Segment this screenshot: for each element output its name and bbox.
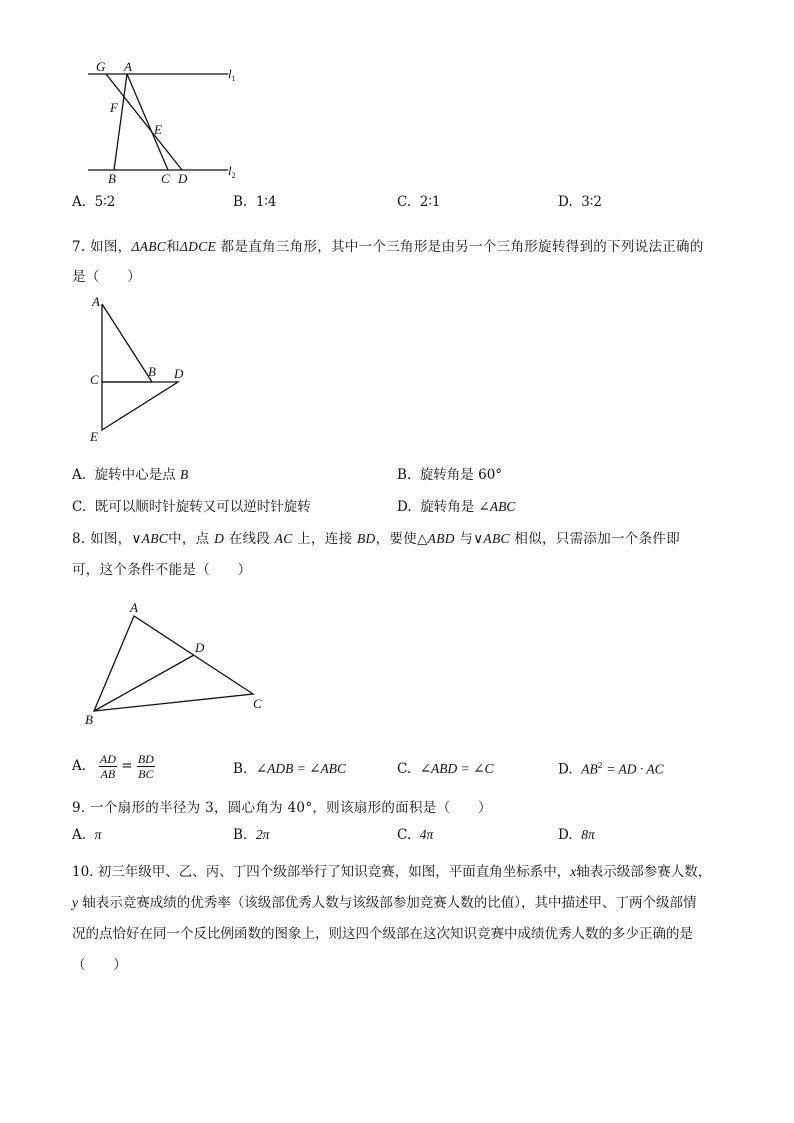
q9-option-c[interactable]: C. 4π bbox=[397, 827, 434, 843]
q7-option-a[interactable]: A. 旋转中心是点 B bbox=[72, 467, 189, 483]
segment-gd bbox=[106, 74, 182, 170]
q9-stem: 9. 一个扇形的半径为 3，圆心角为 40°，则该扇形的面积是（ ） bbox=[72, 800, 492, 816]
q8-option-a[interactable]: A. $\frac{AD}{AB}$ = $\frac{BD}{BC}$ bbox=[72, 752, 154, 781]
label-e: E bbox=[90, 429, 98, 444]
q8-stem-line2: 可，这个条件不能是（ ） bbox=[72, 562, 252, 578]
q8-figure bbox=[80, 598, 270, 728]
label-a: A bbox=[124, 59, 132, 74]
triangle-abc bbox=[102, 304, 152, 382]
label-l2: $l_2$ bbox=[228, 163, 236, 180]
q10-stem-line4: （ ） bbox=[72, 957, 128, 973]
triangle-abc bbox=[94, 616, 253, 711]
label-d: D bbox=[178, 171, 188, 186]
q7-stem-line2: 是（ ） bbox=[72, 269, 141, 285]
q7-option-c[interactable]: C. 既可以顺时针旋转又可以逆时针旋转 bbox=[72, 499, 311, 515]
q10-stem-line2: y 轴表示竞赛成绩的优秀率（该级部优秀人数与该级部参加竞赛人数的比值），其中描述甲、丁两个级部情 bbox=[72, 895, 697, 911]
q9-option-d[interactable]: D. 8π bbox=[558, 827, 595, 843]
fraction-ad-ab: $\frac{AD}{AB}$ bbox=[99, 752, 116, 781]
q6-option-d[interactable]: D. 3∶2 bbox=[558, 194, 602, 210]
q10-stem-line3: 况的点恰好在同一个反比例函数的图象上，则这四个级部在这次知识竞赛中成绩优秀人数的多少正确的是 bbox=[72, 926, 693, 942]
label-d: D bbox=[174, 366, 184, 381]
triangle-dce bbox=[102, 382, 178, 430]
q7-figure bbox=[84, 292, 204, 444]
label-b: B bbox=[108, 171, 116, 186]
label-a: A bbox=[92, 294, 100, 309]
fraction-bd-bc: $\frac{BD}{BC}$ bbox=[137, 752, 154, 781]
q8-option-c[interactable]: C. ∠ABD = ∠C bbox=[397, 761, 494, 777]
q8-stem-line1: 8. 如图，∨ABC中，点 D 在线段 AC 上，连接 BD，要使△ABD 与∨ABC 相似，只需添加一个条件即 bbox=[72, 531, 680, 547]
q6-option-b[interactable]: B. 1∶4 bbox=[233, 194, 277, 210]
q7-option-b[interactable]: B. 旋转角是 60° bbox=[397, 467, 503, 483]
q7-option-d[interactable]: D. 旋转角是 ∠ABC bbox=[397, 499, 516, 515]
q6-figure bbox=[78, 58, 258, 188]
label-b: B bbox=[85, 712, 93, 727]
segment-ab bbox=[114, 74, 127, 170]
label-g: G bbox=[96, 59, 106, 74]
q6-option-c[interactable]: C. 2∶1 bbox=[397, 194, 441, 210]
q8-option-d[interactable]: D. $AB^2$ = AD · AC bbox=[558, 761, 664, 778]
q10-stem-line1: 10. 初三年级甲、乙、丙、丁四个级部举行了知识竞赛，如图，平面直角坐标系中，x轴表示级部参赛人数， bbox=[72, 864, 712, 880]
label-l1: $l_1$ bbox=[228, 66, 236, 83]
segment-bd bbox=[94, 655, 194, 711]
label-e: E bbox=[154, 122, 162, 137]
label-b: B bbox=[148, 364, 156, 379]
q6-option-a[interactable]: A. 5∶2 bbox=[72, 194, 116, 210]
q7-stem-line1: 7. 如图，ΔABC和ΔDCE 都是直角三角形，其中一个三角形是由另一个三角形旋转得到的下列说法正确的 bbox=[72, 239, 704, 255]
q9-option-b[interactable]: B. 2π bbox=[233, 827, 270, 843]
q8-option-b[interactable]: B. ∠ADB = ∠ABC bbox=[233, 761, 347, 777]
label-c: C bbox=[161, 171, 170, 186]
label-c: C bbox=[90, 372, 99, 387]
label-c: C bbox=[253, 696, 262, 711]
label-a: A bbox=[130, 600, 138, 615]
q9-option-a[interactable]: A. π bbox=[72, 827, 102, 843]
label-d: D bbox=[195, 640, 205, 655]
label-f: F bbox=[110, 100, 118, 115]
